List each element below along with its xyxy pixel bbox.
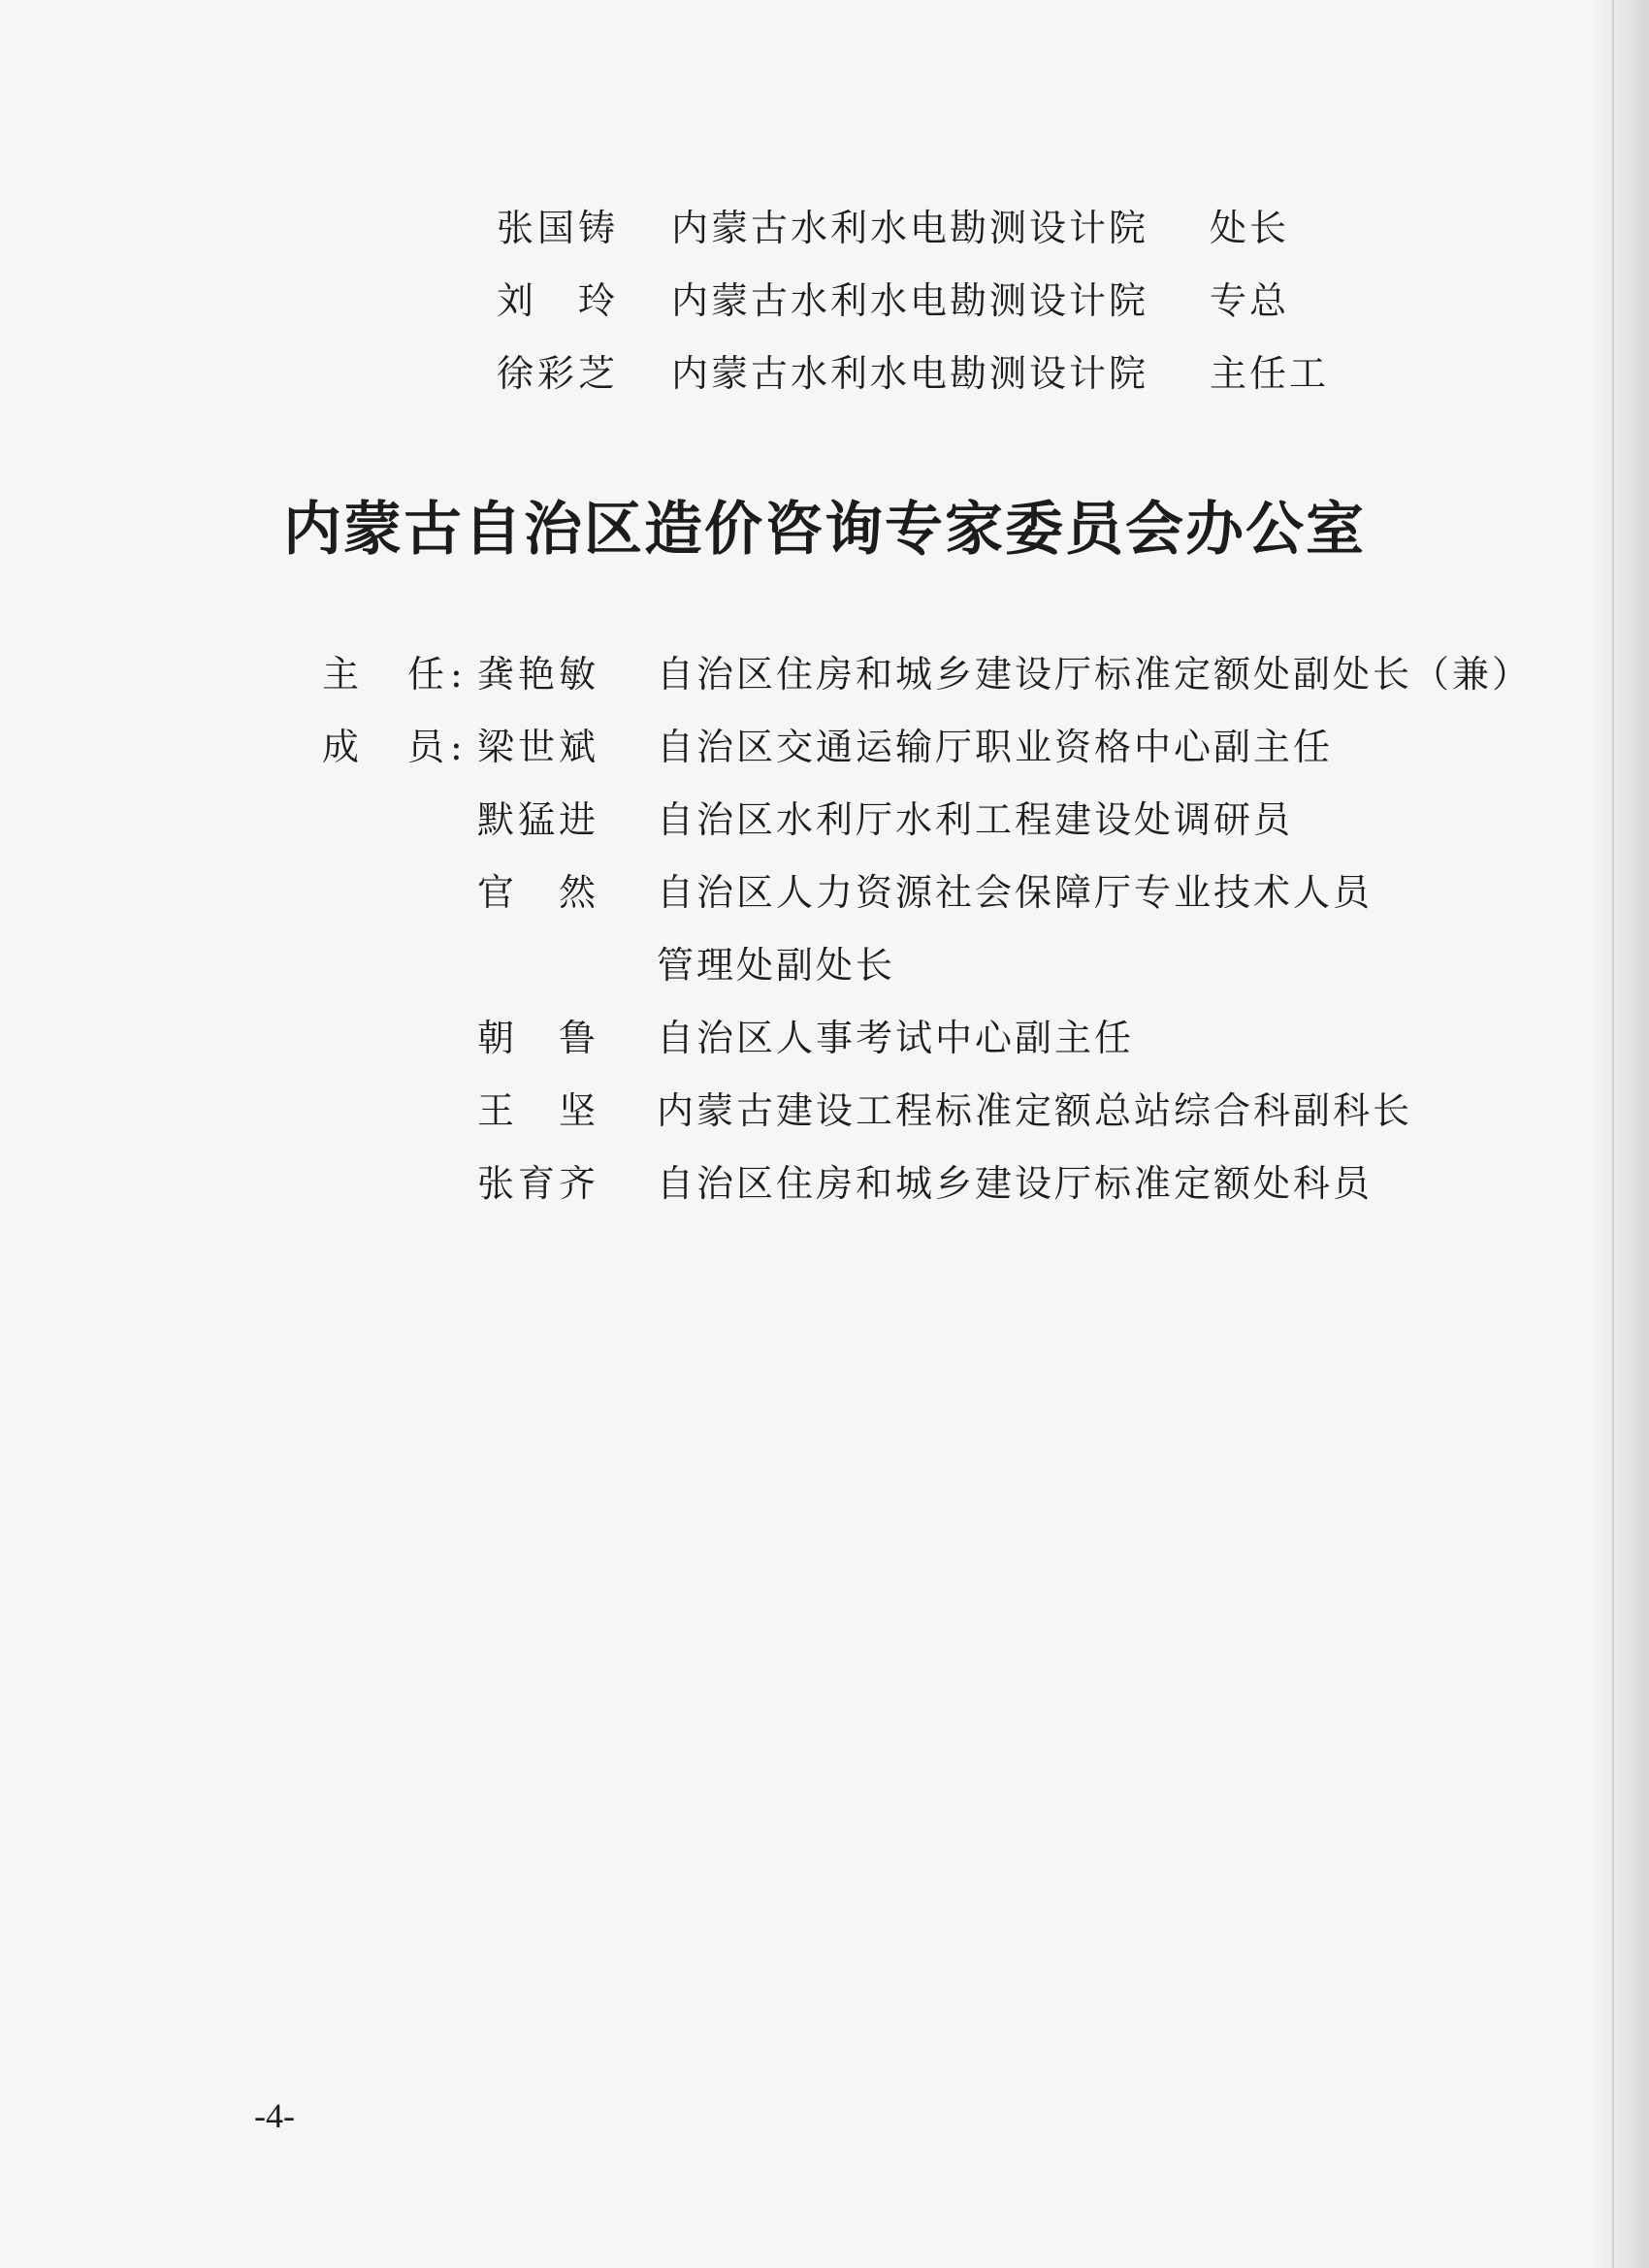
person-name: 朝 鲁 [477,1017,600,1059]
person-name: 默猛进 [477,798,600,841]
person-position-continuation: 管理处副处长 [657,944,896,987]
person-title: 专总 [1210,279,1290,322]
person-name: 徐彩芝 [497,352,620,395]
person-position: 自治区水利厅水利工程建设处调研员 [657,798,1294,841]
person-org: 内蒙古水利水电勘测设计院 [671,207,1149,249]
person-name: 张国铸 [497,207,620,249]
role-label: 主 任: [322,653,469,696]
person-name: 梁世斌 [477,726,600,768]
person-org: 内蒙古水利水电勘测设计院 [671,352,1149,395]
person-org: 内蒙古水利水电勘测设计院 [671,279,1149,322]
person-position: 内蒙古建设工程标准定额总站综合科副科长 [657,1089,1413,1132]
person-name: 龚艳敏 [477,653,600,696]
person-name: 张育齐 [477,1162,600,1205]
person-name: 刘 玲 [497,279,620,322]
person-position: 自治区人事考试中心副主任 [657,1017,1135,1059]
person-position: 自治区人力资源社会保障厅专业技术人员 [657,871,1374,914]
page-number: -4- [254,2096,295,2135]
person-name: 王 坚 [477,1089,600,1132]
person-name: 官 然 [477,871,600,914]
person-position: 自治区交通运输厅职业资格中心副主任 [657,726,1334,768]
page-edge-shadow [1591,0,1649,2268]
page-fold-line [1612,0,1614,2268]
office-heading: 内蒙古自治区造价咨询专家委员会办公室 [283,496,1366,564]
person-title: 处长 [1210,207,1290,249]
role-label: 成 员: [322,726,469,768]
person-position: 自治区住房和城乡建设厅标准定额处副处长（兼） [657,653,1533,696]
person-position: 自治区住房和城乡建设厅标准定额处科员 [657,1162,1374,1205]
person-title: 主任工 [1210,352,1330,395]
